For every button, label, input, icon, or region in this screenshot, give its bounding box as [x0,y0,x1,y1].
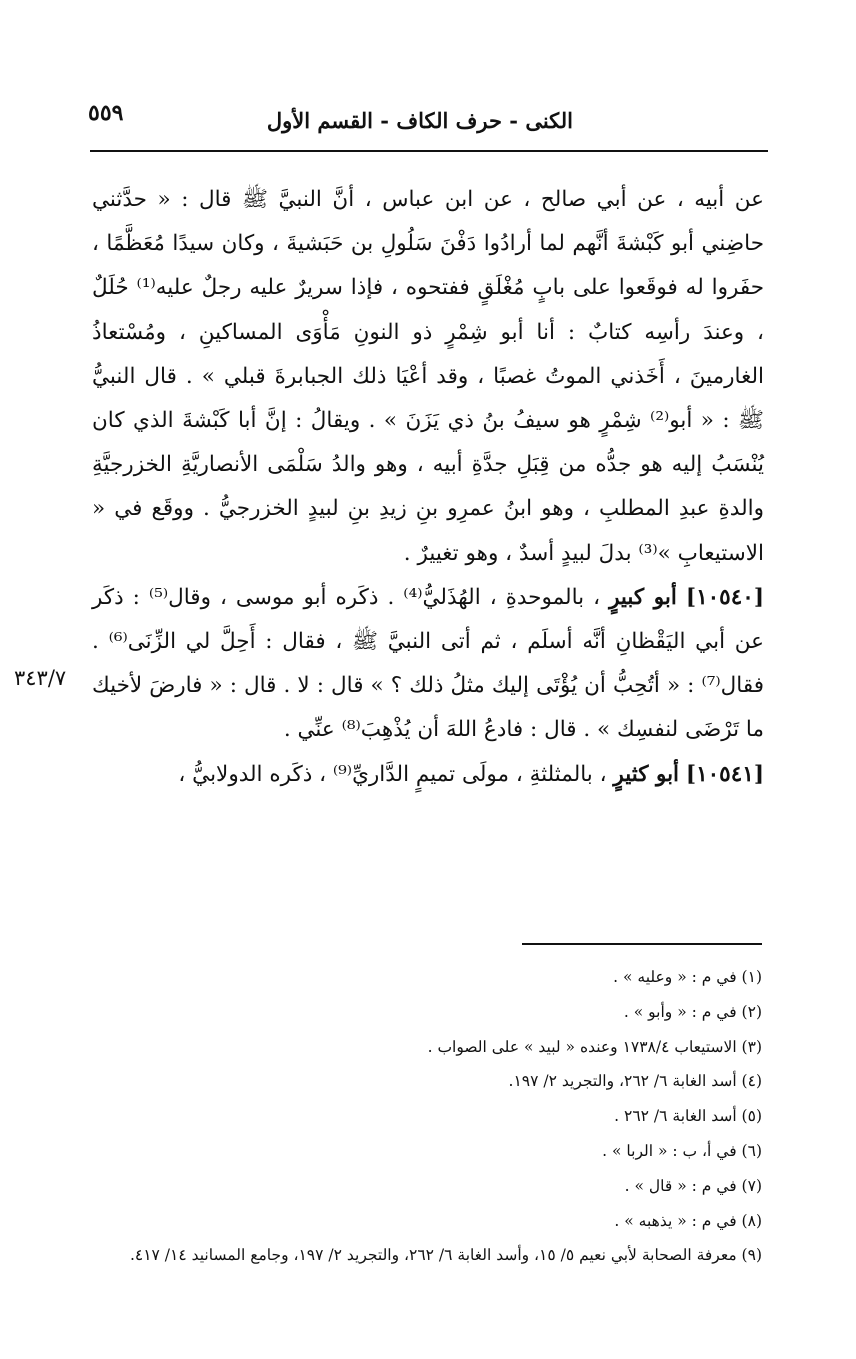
entry-10541 [92,753,764,797]
footnote: (٥) أسد الغابة ٦/ ٢٦٢ . [614,1107,762,1126]
header-rule [90,150,768,152]
entry-number: [١٠٥٤١] [685,761,764,787]
entry-text: ، بالمثلثةِ ، مولَى تميمٍ الدَّاريِّ⁽⁹⁾ ، ذكَره الدولابيُّ ، [178,761,607,787]
entry-heading: أبو كثيرٍ [613,761,680,787]
footnote-rule [522,943,762,945]
main-text [92,178,764,797]
footnote: (٧) في م : « قال » . [624,1176,762,1195]
running-title: الكنى - حرف الكاف - القسم الأول [266,108,573,133]
entry-heading: أبو كبيرٍ [609,584,677,610]
margin-reference: ٣٤٣/٧ [14,666,67,690]
footnote: (١) في م : « وعليه » . [613,968,762,986]
footnote: (٦) في أ، ب : « الربا » . [602,1141,762,1160]
footnote: (٩) معرفة الصحابة لأبي نعيم ٥/ ١٥، وأسد الغابة ٦/ ٢٦٢، والتجريد ٢/ ١٩٧، وجامع المسانيد ١٤/ ٤١٧. [129,1246,762,1265]
footnote: (٤) أسد الغابة ٦/ ٢٦٢، والتجريد ٢/ ١٩٧. [508,1072,762,1091]
footnote: (٢) في م : « وأبو » . [623,1002,762,1021]
paragraph: عن أبيه ، عن أبي صالح ، عن ابن عباس ، أنَّ النبيَّ ﷺ قال : « حدَّثني حاضِني أبو كَبْشةَ أنَّهم لما أرادُوا دَفْنَ سَلُولِ بن حَبَشيةَ ، وكان سيدًا مُعَظَّمًا ، حفَروا له فوقَعوا على بابٍ مُغْلَقٍ ففتحوه ، فإذا سريرٌ عليه رجلٌ عليه⁽¹⁾ حُلَلٌ ، وعندَ رأسِه كتابٌ : أنا أبو شِمْرٍ ذو النونِ مَأْوَى المساكينِ ، ومُسْتعاذُ الغارمينَ ، أَخَذني الموتُ غصبًا ، وقد أعْيَا ذلك الجبابرةَ قبلي » . قال النبيُّ ﷺ : « أبو⁽²⁾ شِمْرٍ هو سيفُ بنُ ذي يَزَنَ » . ويقالُ : إنَّ أبا كَبْشةَ الذي كان يُنْسَبُ إليه هو جدُّه من قِبَلِ جدَّةِ أبيه ، وهو والدُ سَلْمَى الأنصاريَّةِ الخزرجيَّةِ والدةِ عبدِ المطلبِ ، وهو ابنُ عمرِو بنِ زيدِ بنِ لبيدٍ الخزرجيُّ . ووقَع في « الاستيعابِ »⁽³⁾ بدلَ لبيدٍ أسدٌ ، وهو تغييرٌ . [92,187,765,566]
footnote: (٨) في م : « يذهبه » . [614,1211,762,1230]
page-number: ٥٥٩ [88,100,124,126]
entry-10540 [92,576,764,753]
footnote: (٣) الاستيعاب ١٧٣٨/٤ وعنده « لبيد » على الصواب . [427,1037,762,1056]
entry-text: ، بالموحدةِ ، الهُذَليُّ⁽⁴⁾ . ذكَره أبو موسى ، وقال⁽⁵⁾ : ذكَر عن أبي اليَقْظانِ أنَّه أسلَم ، ثم أتى النبيَّ ﷺ ، فقال : أَحِلَّ لي الزِّنَى⁽⁶⁾ . فقال⁽⁷⁾ : « أتُحِبُّ أن يُؤْتَى إليك مثلُ ذلك ؟ » قال : لا . قال : « فارضَ لأخيك ما تَرْضَى لنفسِك » . قال : فادعُ اللهَ أن يُذْهِبَ⁽⁸⁾ عنِّي . [92,584,764,743]
page-header [88,98,768,150]
footnotes [70,960,762,1273]
entry-number: [١٠٥٤٠] [685,584,764,610]
